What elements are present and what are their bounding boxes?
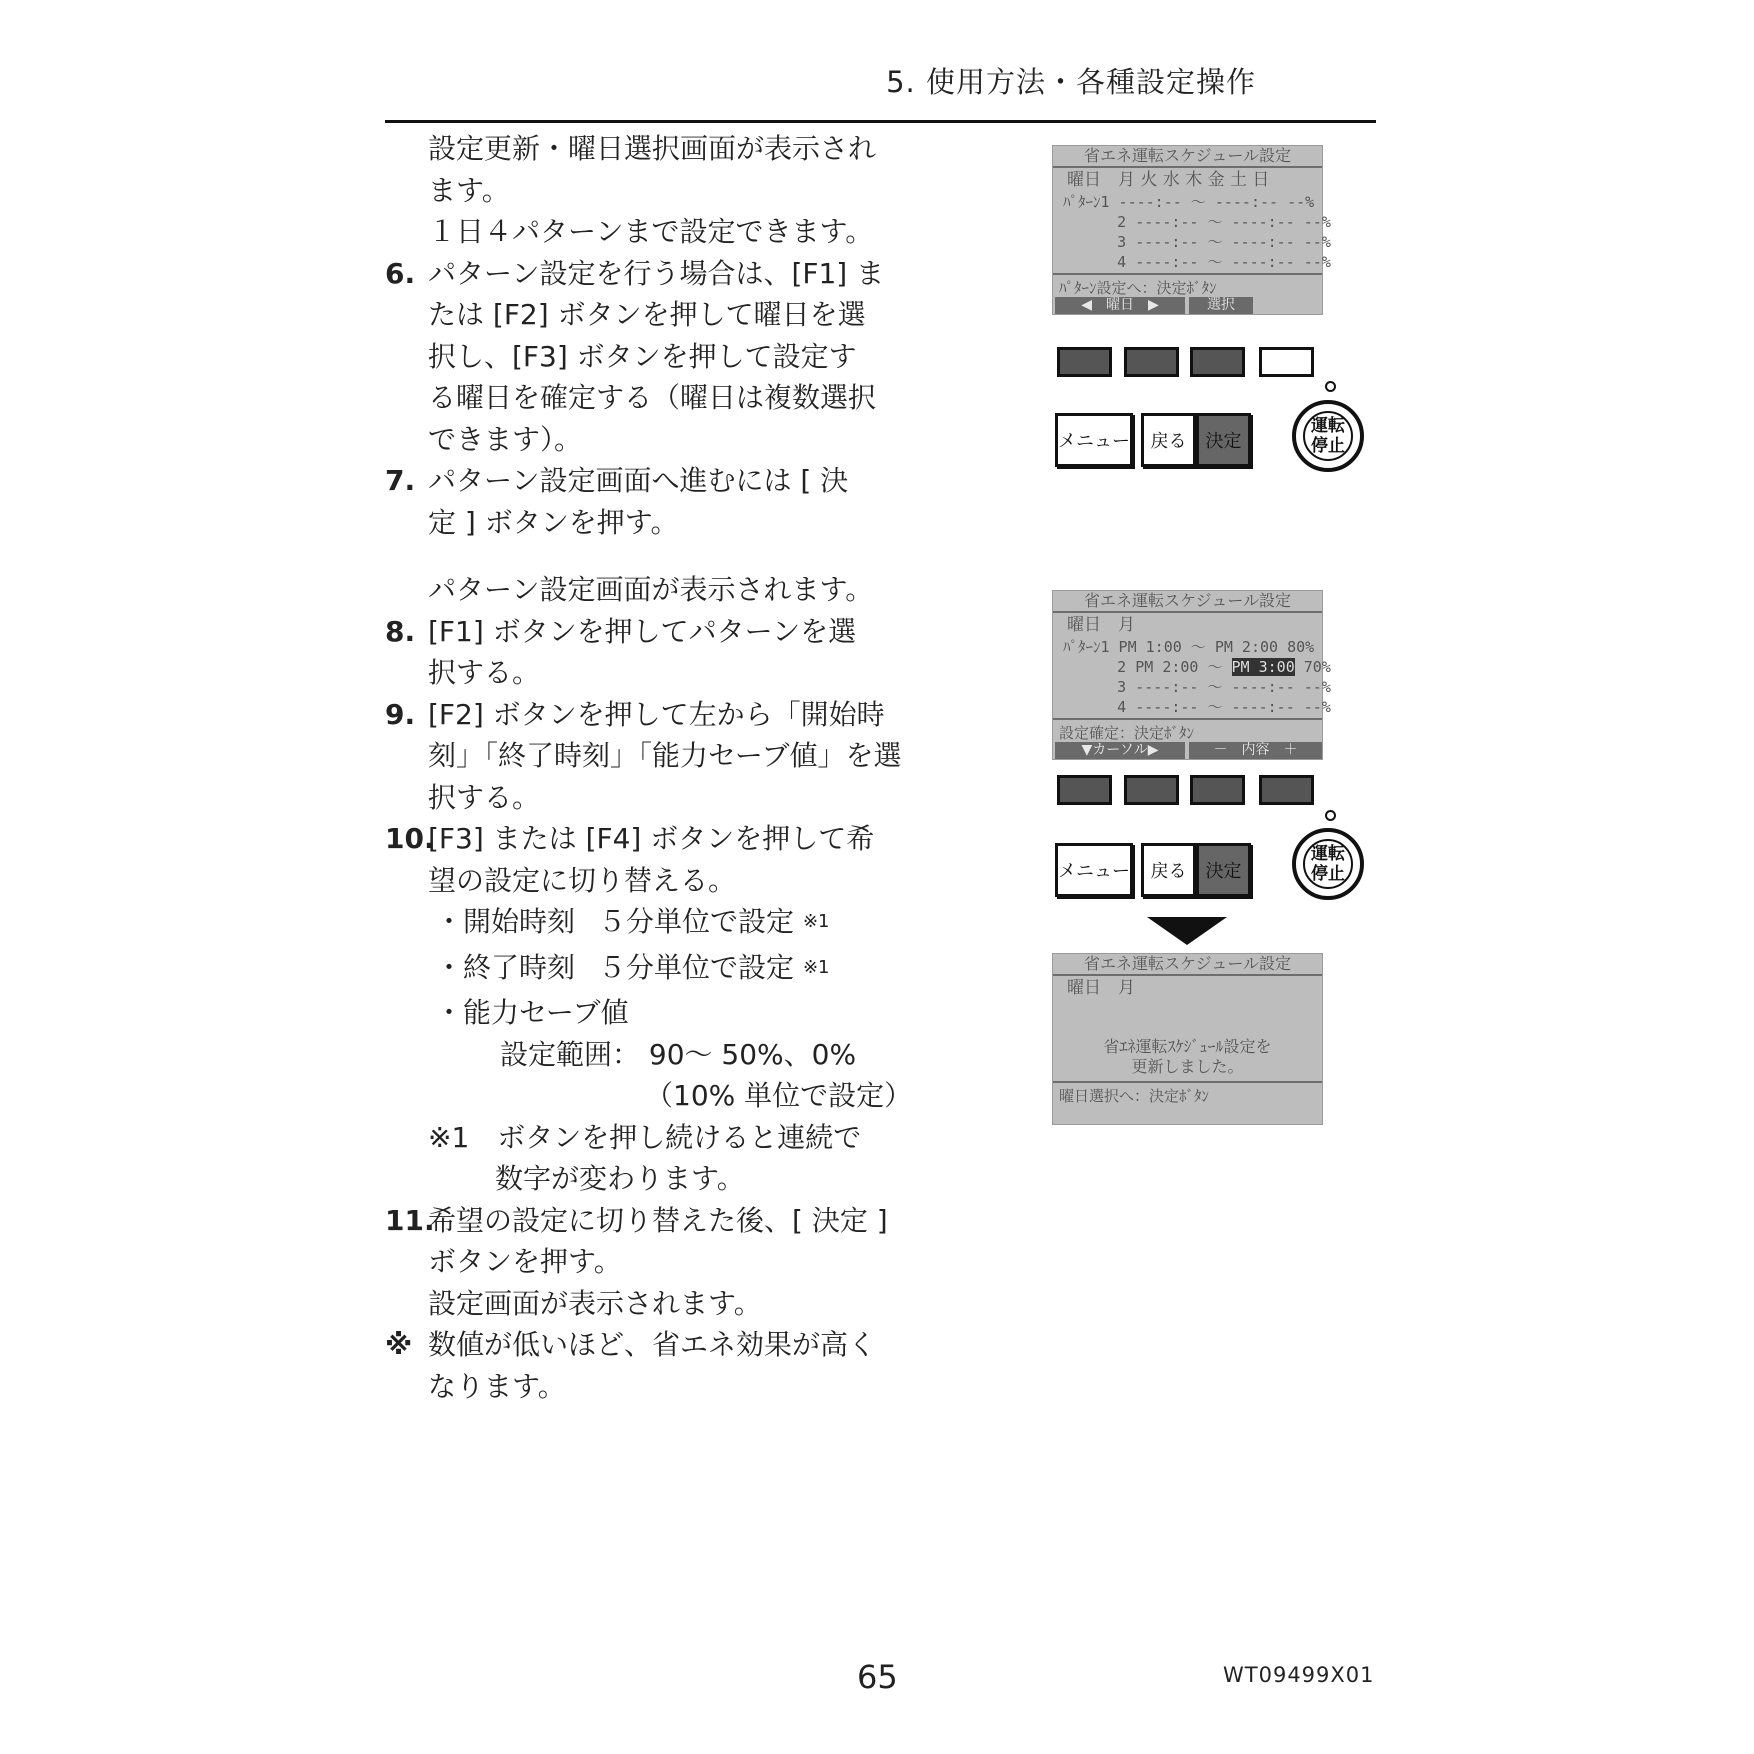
lcd-days-row: 曜日 月: [1067, 615, 1135, 635]
f4-key[interactable]: [1259, 775, 1314, 805]
step-8: [385, 611, 945, 653]
lcd-footer: ﾊﾟﾀｰﾝ設定へ：決定ﾎﾞﾀﾝ: [1059, 279, 1217, 297]
text-line: 択する。: [428, 780, 541, 814]
lcd-pattern-row: 4 ----:-- ～ ----:-- --%: [1063, 253, 1331, 271]
lcd-screen-updated: [1052, 953, 1323, 1125]
text-line: 設定更新・曜日選択画面が表示され: [428, 132, 877, 165]
step-text: 希望の設定に切り替えた後、[ 決定 ]: [428, 1203, 888, 1237]
step-number: 9.: [385, 697, 416, 731]
lcd-title: 省エネ運転スケジュール設定: [1053, 954, 1322, 976]
step-11: [385, 1200, 945, 1242]
lcd-pattern-row: ﾊﾟﾀｰﾝ1 PM 1:00 ～ PM 2:00 80%: [1063, 638, 1315, 656]
f2-key[interactable]: [1124, 347, 1179, 377]
note-text: 数値が低いほど、省エネ効果が高く: [428, 1328, 877, 1361]
back-button[interactable]: 戻る: [1141, 413, 1196, 467]
ok-button[interactable]: 決定: [1196, 843, 1251, 897]
run-stop-button[interactable]: [1292, 828, 1364, 900]
lcd-softkey-content: － 内容 ＋: [1189, 742, 1322, 759]
run-label: 運転: [1311, 844, 1345, 864]
lcd-softkey-select: 選択: [1189, 297, 1253, 314]
note-energy: [385, 1324, 945, 1366]
lcd-pattern-row: ﾊﾟﾀｰﾝ1 ----:-- ～ ----:-- --%: [1063, 193, 1315, 211]
text-line: 望の設定に切り替える。: [428, 863, 737, 897]
lcd-footer: 曜日選択へ：決定ﾎﾞﾀﾝ: [1059, 1087, 1210, 1105]
footnote-ref: ※1: [802, 911, 830, 932]
lcd-pattern-row: 2 ----:-- ～ ----:-- --%: [1063, 213, 1331, 231]
step-text: [F1] ボタンを押してパターンを選: [428, 614, 857, 648]
step-number: 11.: [385, 1203, 435, 1237]
step-6: [385, 253, 945, 295]
f1-key[interactable]: [1057, 775, 1112, 805]
lcd-days-row: 曜日 月: [1067, 978, 1135, 998]
lcd-pattern-row: 4 ----:-- ～ ----:-- --%: [1063, 698, 1331, 716]
lcd-screen-day-select: [1052, 145, 1331, 315]
lcd-softkey-day: ◀ 曜日 ▶: [1055, 297, 1185, 314]
step-9: [385, 694, 945, 736]
back-button[interactable]: 戻る: [1141, 843, 1196, 897]
step-text: パターン設定画面へ進むには [ 決: [428, 464, 849, 497]
document-code: WT09499X01: [1223, 1663, 1375, 1687]
text-line: 数字が変わります。: [495, 1162, 745, 1195]
text-line: たは [F2] ボタンを押して曜日を選: [428, 298, 866, 331]
bullet-mark: ・: [435, 996, 464, 1029]
menu-button[interactable]: メニュー: [1055, 413, 1133, 467]
bullet-start-time: [385, 901, 945, 943]
stop-label: 停止: [1311, 436, 1345, 456]
text-line: る曜日を確定する（曜日は複数選択: [428, 381, 877, 414]
footnote-ref: ※1: [802, 956, 830, 978]
text-line: １日４パターンまで設定できます。: [428, 215, 874, 248]
step-text: パターン設定を行う場合は、[F1] ま: [428, 256, 885, 290]
page-number: 65: [857, 1658, 898, 1696]
run-stop-button[interactable]: [1292, 400, 1364, 472]
lcd-pattern-row: 2 PM 2:00 ～ PM 3:00 70%: [1063, 658, 1331, 676]
text-line: できます）。: [428, 422, 583, 456]
lcd-title: 省エネ運転スケジュール設定: [1053, 591, 1322, 613]
f2-key[interactable]: [1124, 775, 1179, 805]
menu-button[interactable]: メニュー: [1055, 843, 1133, 897]
bullet-value: ５分単位で設定: [598, 905, 795, 938]
lcd-pattern-row: 3 ----:-- ～ ----:-- --%: [1063, 678, 1331, 696]
text-line: なります。: [428, 1369, 566, 1403]
lcd-title: 省エネ運転スケジュール設定: [1053, 146, 1322, 168]
text-line: 刻」「終了時刻」「能力セーブ値」を選: [428, 739, 902, 772]
lcd-pattern-row: 3 ----:-- ～ ----:-- --%: [1063, 233, 1331, 251]
step-text: [F3] または [F4] ボタンを押して希: [428, 822, 875, 855]
step-text: [F2] ボタンを押して左から「開始時: [428, 697, 885, 731]
step-7: [385, 460, 945, 502]
text-line: ます。: [428, 173, 510, 207]
step-number: 10.: [385, 822, 435, 855]
bullet-label: 終了時刻: [463, 950, 576, 984]
step-number: 6.: [385, 256, 416, 290]
text-line: 択し、[F3] ボタンを押して設定す: [428, 339, 857, 373]
lcd-screen-pattern-setting: [1052, 590, 1331, 760]
bullet-value: ５分単位で設定: [598, 950, 795, 984]
lcd-softkey-cursor: ▼カーソル▶: [1055, 742, 1185, 759]
f4-key[interactable]: [1259, 347, 1314, 377]
step-10: [385, 818, 945, 860]
stop-label: 停止: [1311, 864, 1345, 884]
step-number: 7.: [385, 464, 416, 497]
note-mark: ※: [385, 1328, 413, 1361]
bullet-end-time: [385, 947, 945, 989]
lcd-highlight-field: PM 3:00: [1231, 658, 1295, 676]
capacity-unit: （10% 単位で設定）: [645, 1079, 913, 1112]
text-line: 択する。: [428, 656, 541, 689]
lcd-days-row: 曜日 月 火 水 木 金 土 日: [1067, 170, 1270, 190]
header-divider: [385, 120, 1376, 123]
f3-key[interactable]: [1190, 347, 1245, 377]
ok-button[interactable]: 決定: [1196, 413, 1251, 467]
lcd-message: 更新しました。: [1131, 1057, 1244, 1076]
lcd-footer: 設定確定：決定ﾎﾞﾀﾝ: [1059, 724, 1195, 742]
text-line: パターン設定画面が表示されます。: [428, 573, 874, 606]
lcd-message: 省ｴﾈ運転ｽｹｼﾞｭｰﾙ設定を: [1103, 1037, 1272, 1056]
run-indicator-led: [1325, 810, 1336, 821]
instructions-column: [385, 128, 945, 1407]
text-line: 設定画面が表示されます。: [428, 1286, 762, 1320]
text-line: ボタンを押す。: [428, 1245, 622, 1278]
down-arrow-icon: [1147, 917, 1227, 945]
run-indicator-led: [1325, 381, 1336, 392]
step-number: 8.: [385, 614, 416, 648]
footnote-1: ※1 ボタンを押し続けると連続で: [428, 1120, 862, 1154]
bullet-mark: ・: [435, 905, 464, 938]
bullet-label: 開始時刻: [463, 905, 576, 938]
text-line: 定 ] ボタンを押す。: [428, 505, 679, 539]
bullet-capacity: [385, 992, 945, 1034]
run-label: 運転: [1311, 416, 1345, 436]
f1-key[interactable]: [1057, 347, 1112, 377]
bullet-mark: ・: [435, 950, 464, 984]
f3-key[interactable]: [1190, 775, 1245, 805]
section-title: 5. 使用方法・各種設定操作: [886, 65, 1256, 99]
capacity-range: 設定範囲： 90～ 50%、0%: [500, 1037, 857, 1071]
bullet-label: 能力セーブ値: [463, 996, 629, 1029]
